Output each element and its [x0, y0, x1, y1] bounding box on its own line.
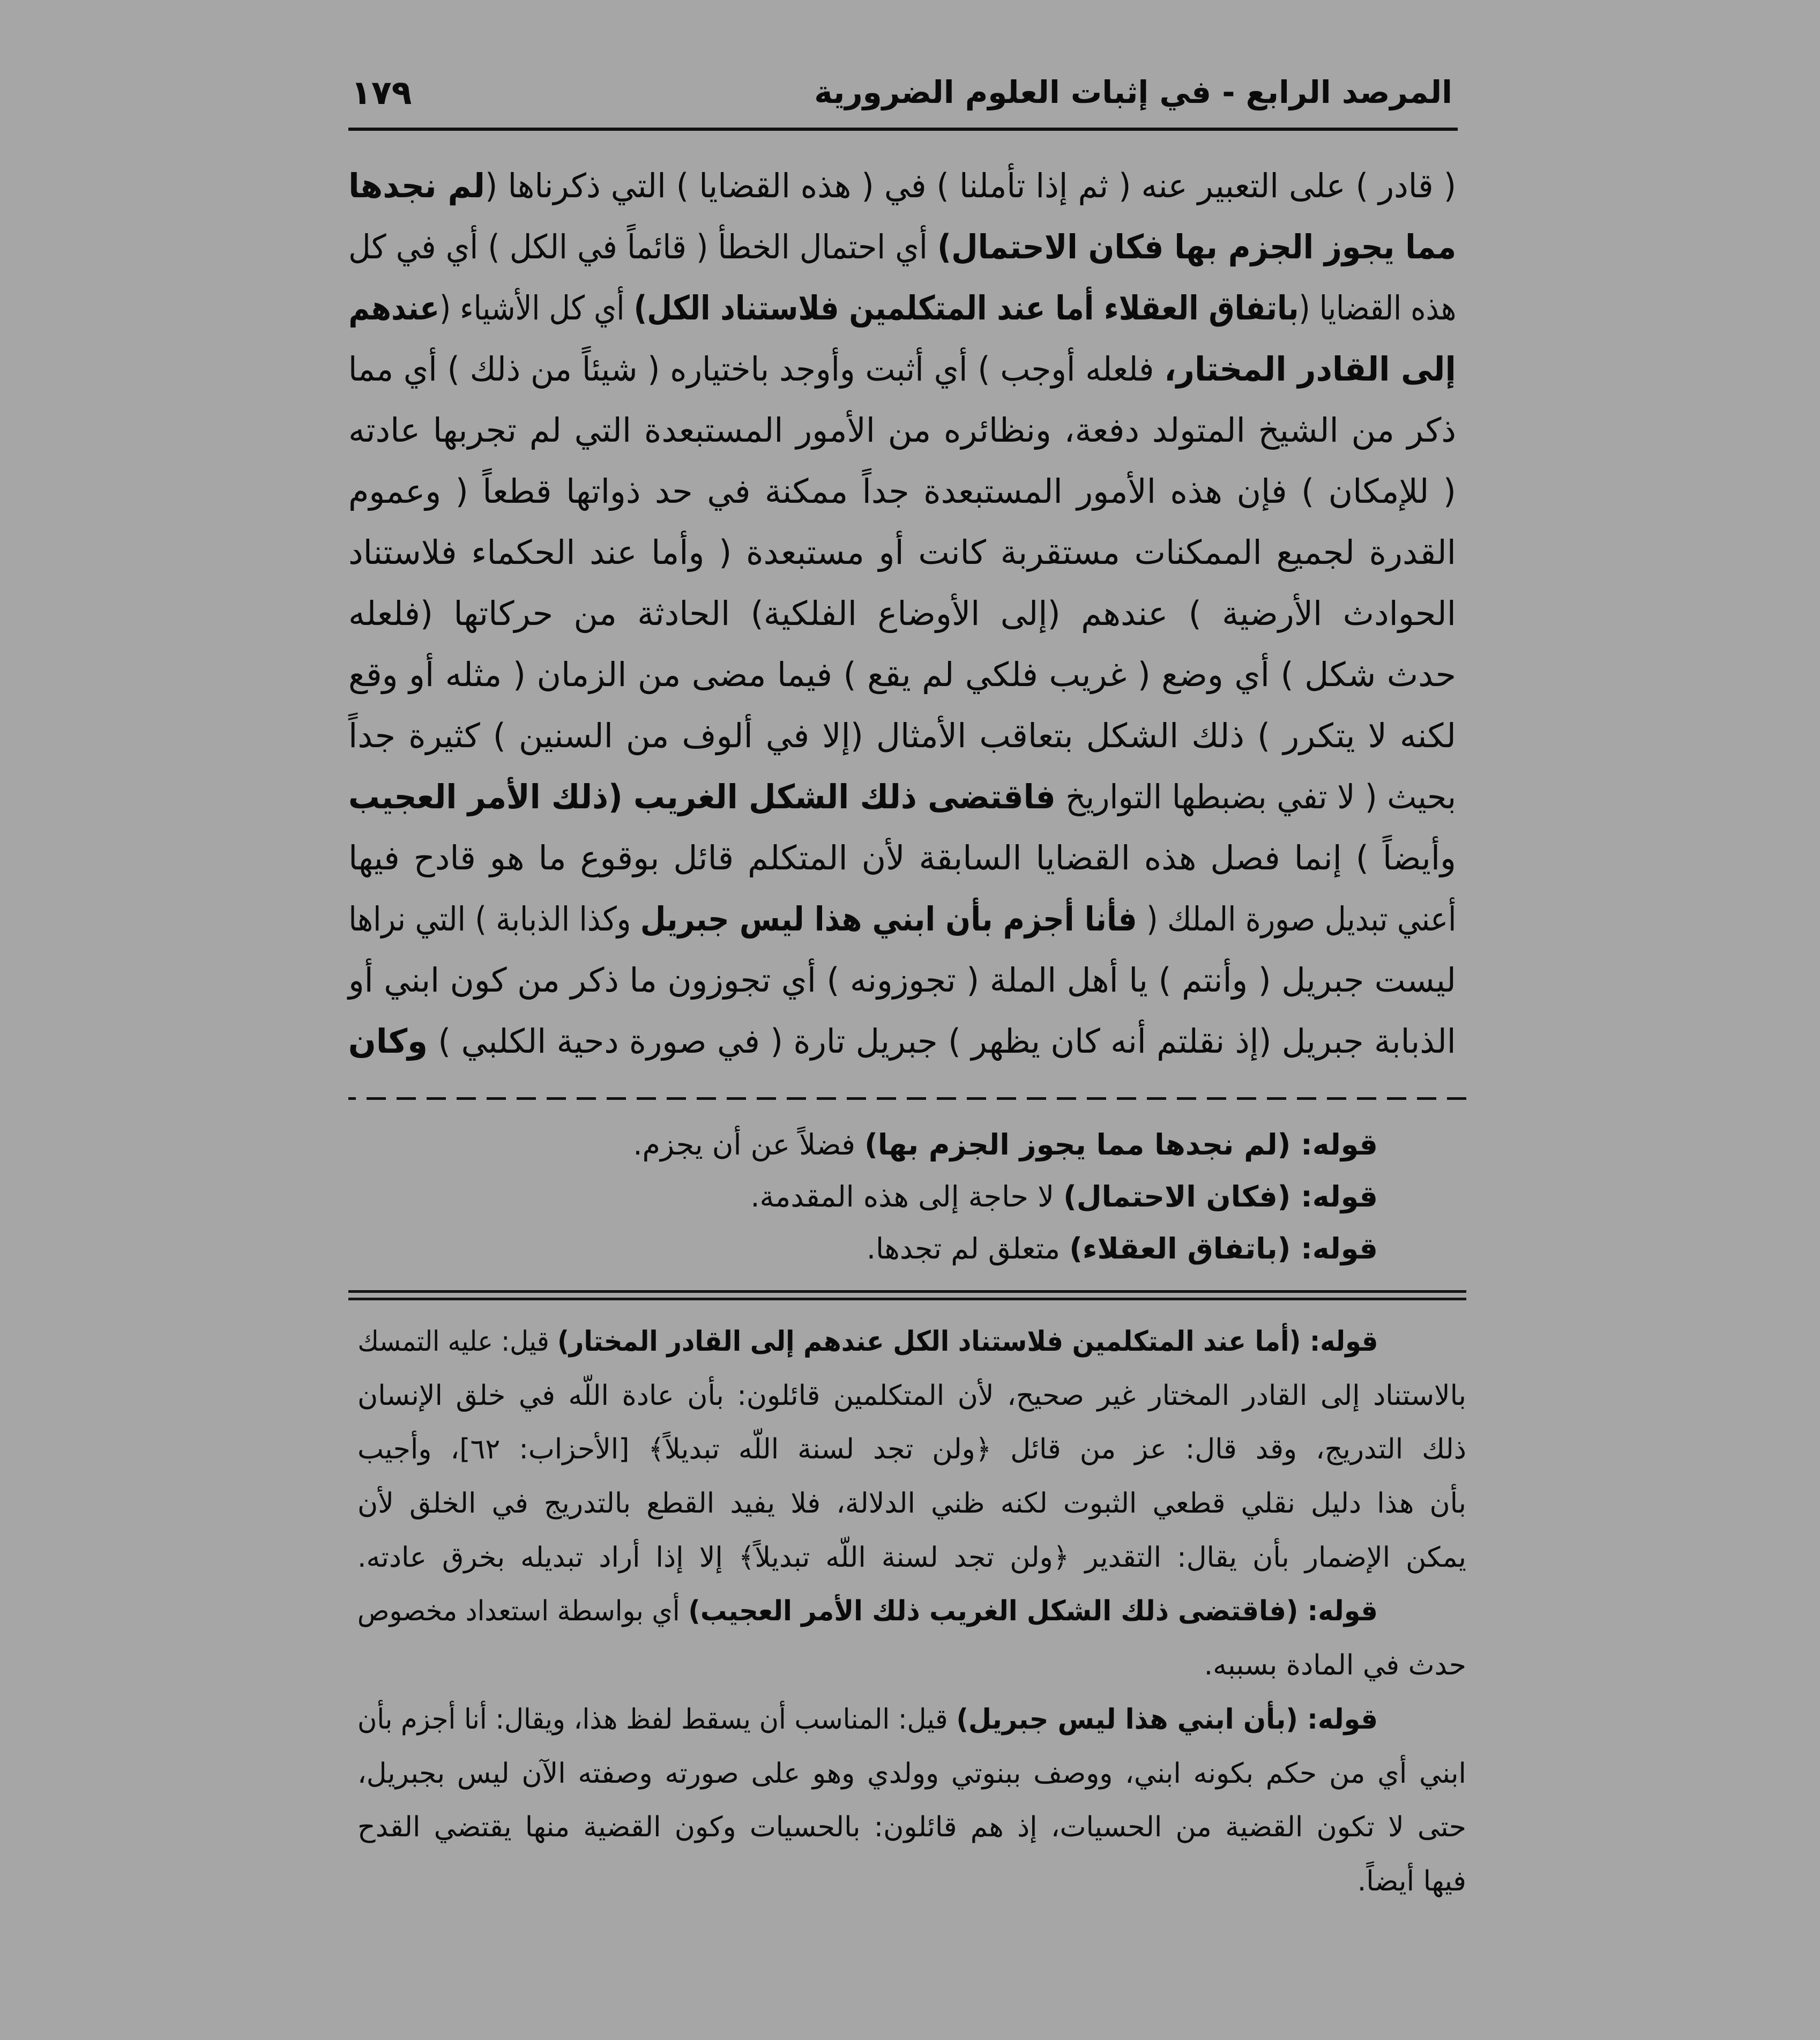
line-text [348, 705, 1456, 766]
bold-text-run: فاقتضى ذلك الشكل الغريب (ذلك الأمر العجيب [348, 777, 1056, 816]
header-rule [348, 128, 1458, 131]
footnotes [348, 1119, 1456, 1275]
text-run: بحيث ( لا تفي بضبطها التواريخ [1055, 777, 1456, 816]
commentary-separator-bottom [348, 1298, 1466, 1300]
bold-text-run: قوله: (أما عند المتكلمين فلاستناد الكل عندهم إلى القادر المختار) [557, 1326, 1378, 1358]
text-run: بالاستناد إلى القادر المختار غير صحيح، لأن المتكلمين قائلون: بأن عادة اللّه في خلق الإنسان [357, 1379, 1466, 1412]
line-text [750, 1171, 1378, 1223]
commentary-line [357, 1477, 1466, 1531]
text-run: قيل: المناسب أن يسقط لفظ هذا، ويقال: أنا أجزم بأن [357, 1703, 957, 1736]
line-text [1357, 1855, 1466, 1909]
bold-text-run: قوله: (فكان الاحتمال) [1063, 1180, 1378, 1213]
commentary-line [357, 1855, 1466, 1909]
line-text [348, 339, 1456, 400]
footnote-line [348, 1171, 1456, 1223]
main-line [348, 339, 1456, 400]
footnote-line [348, 1223, 1456, 1275]
line-text [348, 766, 1456, 828]
main-line [348, 705, 1456, 766]
line-text [357, 1531, 1466, 1585]
line-text [348, 828, 1456, 889]
text-run: الذبابة جبريل (إذ نقلتم أنه كان يظهر ) جبريل تارة ( في صورة دحية الكلبي ) [428, 1022, 1456, 1061]
line-text [348, 155, 1456, 217]
text-run: لا حاجة إلى هذه المقدمة. [750, 1180, 1064, 1213]
main-line [348, 217, 1456, 278]
line-text [357, 1369, 1466, 1423]
text-run: ابني أي من حكم بكونه ابني، ووصف ببنوتي وولدي وهو على صورته وصفته الآن ليس بجبريل، [357, 1757, 1466, 1790]
main-line [348, 155, 1456, 217]
text-run: الحوادث الأرضية ) عندهم (إلى الأوضاع الفلكية) الحادثة من حركاتها (فلعله [348, 594, 1456, 633]
bold-text-run: إلى القادر المختار، [1164, 349, 1456, 389]
text-run: أي كل الأشياء ( [439, 288, 634, 327]
main-line [348, 522, 1456, 583]
commentary-line [357, 1369, 1466, 1423]
line-text [633, 1119, 1378, 1171]
text-run: حدث في المادة بسببه. [1204, 1649, 1466, 1682]
text-run: متعلق لم تجدها. [866, 1232, 1070, 1265]
line-text [348, 1011, 1456, 1072]
text-run: أي احتمال الخطأ ( قائماً في الكل ) أي في كل [348, 227, 937, 266]
bold-text-run: وكان [348, 1022, 428, 1061]
bold-text-run: قوله: (لم نجدها مما يجوز الجزم بها) [864, 1128, 1378, 1162]
main-line [348, 400, 1456, 461]
line-text [348, 950, 1456, 1011]
text-run: ذكر من الشيخ المتولد دفعة، ونظائره من الأمور المستبعدة التي لم تجربها عادته [348, 411, 1456, 450]
text-run: حدث شكل ) أي وضع ( غريب فلكي لم يقع ) فيما مضى من الزمان ( مثله أو وقع [348, 655, 1456, 694]
line-text [348, 522, 1456, 583]
text-run: ليست جبريل ( وأنتم ) يا أهل الملة ( تجوزونه ) أي تجوزون ما ذكر من كون ابني أو [348, 961, 1456, 1000]
line-text [357, 1315, 1378, 1369]
bold-text-run: لم نجدها [348, 166, 485, 205]
commentary-line [357, 1315, 1466, 1369]
text-run: بأن هذا دليل نقلي قطعي الثبوت لكنه ظني الدلالة، فلا يفيد القطع بالتدريج في الخلق لأن [357, 1487, 1466, 1520]
text-run: حتى لا تكون القضية من الحسيات، إذ هم قائلون: بالحسيات وكون القضية منها يقتضي القدح [357, 1811, 1466, 1844]
line-text [348, 644, 1456, 705]
main-line [348, 889, 1456, 950]
line-text [348, 278, 1456, 339]
commentary-line [357, 1639, 1466, 1693]
line-text [357, 1747, 1466, 1801]
text-run: ( للإمكان ) فإن هذه الأمور المستبعدة جداً ممكنة في حد ذواتها قطعاً ( وعموم [348, 472, 1456, 511]
text-run: وكذا الذبابة ) التي نراها [348, 899, 640, 939]
line-text [867, 1223, 1378, 1275]
main-text [348, 155, 1456, 1072]
main-line [348, 583, 1456, 644]
line-text [357, 1423, 1466, 1477]
footnote-line [348, 1119, 1456, 1171]
line-text [357, 1584, 1378, 1639]
text-run: هذه القضايا ( [1299, 288, 1456, 327]
text-run: القدرة لجميع الممكنات مستقربة كانت أو مستبعدة ( وأما عند الحكماء فلاستناد [348, 533, 1456, 572]
text-run: ( قادر ) على التعبير عنه ( ثم إذا تأملنا ) في ( هذه القضايا ) التي ذكرناها ( [484, 166, 1456, 205]
bold-text-run: قوله: (باتفاق العقلاء) [1069, 1232, 1378, 1265]
text-run: وأيضاً ) إنما فصل هذه القضايا السابقة لأن المتكلم قائل بوقوع ما هو قادح فيها [348, 838, 1456, 877]
text-run: فضلاً عن أن يجزم. [633, 1128, 865, 1162]
text-run: ذلك التدريج، وقد قال: عز من قائل ﴿ولن تجد لسنة اللّه تبديلاً﴾ [الأحزاب: ٦٢]، وأجيب [357, 1433, 1466, 1466]
commentary [357, 1315, 1466, 1909]
running-header-title: المرصد الرابع - في إثبات العلوم الضرورية [814, 74, 1452, 110]
line-text [357, 1477, 1466, 1531]
commentary-line [357, 1423, 1466, 1477]
commentary-line [357, 1800, 1466, 1855]
footnote-separator [348, 1097, 1466, 1100]
page-number: ١٧٩ [351, 73, 412, 112]
bold-text-run: فأنا أجزم بأن ابني هذا ليس جبريل [640, 899, 1137, 939]
text-run: يمكن الإضمار بأن يقال: التقدير ﴿ولن تجد لسنة اللّه تبديلاً﴾ إلا إذا أراد تبديله بخرق عادته. [357, 1541, 1466, 1574]
line-text [348, 217, 1456, 278]
commentary-line [357, 1747, 1466, 1801]
line-text [357, 1693, 1378, 1747]
text-run: لكنه لا يتكرر ) ذلك الشكل بتعاقب الأمثال (إلا في ألوف من السنين ) كثيرة جداً [348, 716, 1456, 755]
line-text [1204, 1639, 1466, 1693]
line-text [348, 583, 1456, 644]
line-text [348, 889, 1456, 950]
main-line [348, 278, 1456, 339]
main-line [348, 1011, 1456, 1072]
text-run: فلعله أوجب ) أي أثبت وأوجد باختياره ( شيئاً من ذلك ) أي مما [348, 349, 1165, 389]
bold-text-run: قوله: (فاقتضى ذلك الشكل الغريب ذلك الأمر العجيب) [688, 1595, 1378, 1628]
text-run: قيل: عليه التمسك [357, 1326, 557, 1358]
text-run: أي بواسطة استعداد مخصوص [357, 1595, 689, 1628]
commentary-line [357, 1531, 1466, 1585]
bold-text-run: باتفاق العقلاء أما عند المتكلمين فلاستناد الكل) [633, 288, 1299, 327]
bold-text-run: قوله: (بأن ابني هذا ليس جبريل) [956, 1703, 1378, 1736]
text-run: أعني تبديل صورة الملك ( [1137, 899, 1456, 939]
line-text [348, 400, 1456, 461]
commentary-separator-top [348, 1290, 1466, 1293]
main-line [348, 461, 1456, 522]
main-line [348, 766, 1456, 828]
main-line [348, 950, 1456, 1011]
commentary-line [357, 1693, 1466, 1747]
main-line [348, 644, 1456, 705]
commentary-line [357, 1584, 1466, 1639]
bold-text-run: عندهم [348, 288, 439, 327]
line-text [348, 461, 1456, 522]
bold-text-run: مما يجوز الجزم بها فكان الاحتمال) [937, 227, 1456, 266]
line-text [357, 1800, 1466, 1855]
text-run: فيها أيضاً. [1357, 1865, 1466, 1897]
main-line [348, 828, 1456, 889]
